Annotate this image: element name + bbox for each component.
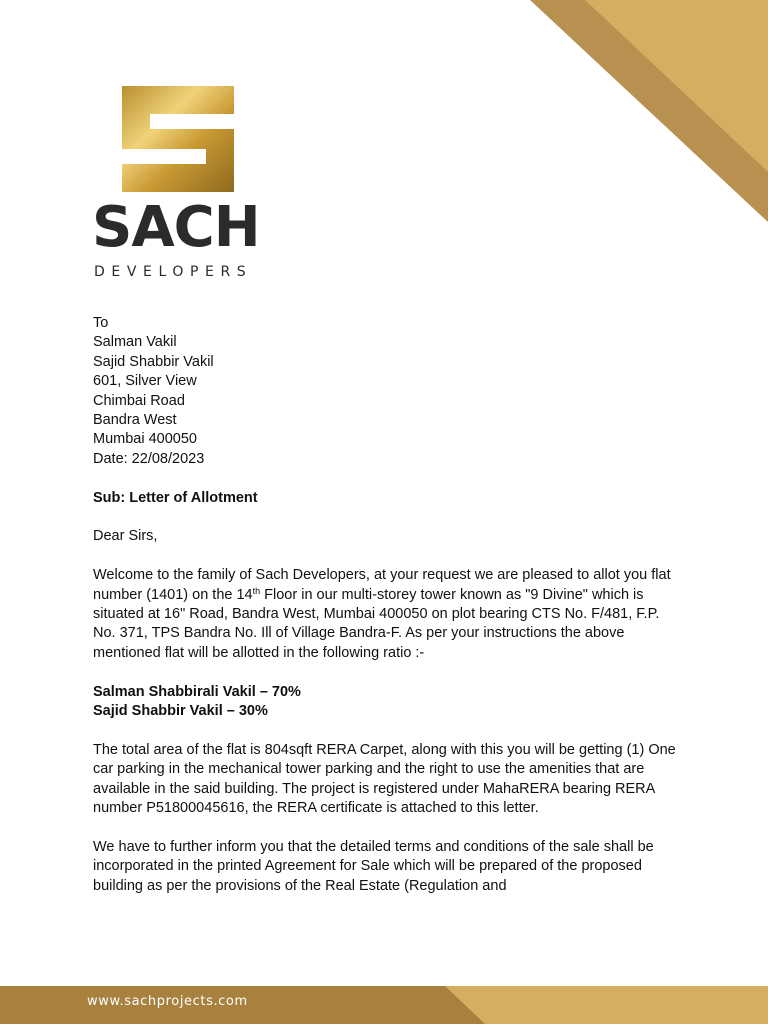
website-link[interactable]: www.sachprojects.com — [87, 994, 248, 1009]
address-line: Sajid Shabbir Vakil — [93, 353, 214, 370]
letter-date: Date: 22/08/2023 — [93, 450, 205, 467]
ratio-line: Sajid Shabbir Vakil – 30% — [93, 703, 268, 720]
letter-body — [93, 314, 683, 896]
company-logo — [92, 86, 267, 281]
address-line: Mumbai 400050 — [93, 431, 197, 448]
to-label: To — [93, 315, 109, 331]
recipient-address — [93, 314, 683, 469]
paragraph-allotment: Welcome to the family of Sach Developers, at your request we are pleased to allot you flat number (1401) on the 14th Floor in our multi-storey tower known as "9 Divine" which is situated at 16" Road, Bandra West, Mumbai 400050 on plot bearing CTS No. F/481, F.P. No. 371, TPS Bandra No. Ill of Village Bandra-F. As per your instructions the above mentioned flat will be allotted in the following ratio :- — [93, 567, 671, 661]
brand-subtitle: DEVELOPERS — [94, 264, 253, 280]
paragraph-terms: We have to further inform you that the detailed terms and conditions of the sale shall be incorporated in the printed Agreement for Sale which will be prepared of the proposed building as per the provisions of the Real Estate (Regulation and — [93, 838, 654, 894]
ratio-line: Salman Shabbirali Vakil – 70% — [93, 683, 301, 700]
footer-bar — [0, 986, 768, 1024]
letter-subject: Sub: Letter of Allotment — [93, 489, 258, 506]
address-line: Chimbai Road — [93, 392, 185, 409]
paragraph-area: The total area of the flat is 804sqft RERA Carpet, along with this you will be getting (1) One car parking in the mechanical tower parking and the right to use the amenities that are available in the said building. The project is registered under MahaRERA bearing RERA number P51800045616, the RERA certificate is attached to this letter. — [93, 741, 676, 817]
address-line: Bandra West — [93, 412, 177, 429]
address-line: 601, Silver View — [93, 373, 197, 390]
brand-name: SACH — [92, 195, 260, 260]
s-logo-mark-icon — [122, 86, 234, 192]
salutation: Dear Sirs, — [93, 528, 158, 545]
address-line: Salman Vakil — [93, 334, 177, 351]
